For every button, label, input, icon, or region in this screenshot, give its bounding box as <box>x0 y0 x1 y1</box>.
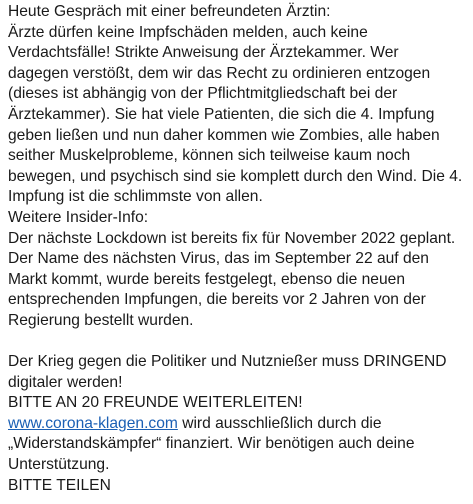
message-line: Impfung ist die schlimmste von allen. <box>8 188 263 206</box>
blank-line <box>8 332 470 353</box>
message-line: Ärzte dürfen keine Impfschäden melden, auch keine <box>8 23 368 41</box>
message-line: Regierung bestellt wurden. <box>8 311 194 329</box>
link-line-suffix: wird ausschließlich durch die <box>177 414 382 432</box>
message-line: bewegen, und psychisch sind sie komplett durch den Wind. Die 4. <box>8 167 463 185</box>
message-body <box>8 2 470 496</box>
message-line: Der Name des nächsten Virus, das im September 22 auf den <box>8 250 429 268</box>
message-line: seither Muskelprobleme, können sich teilweise kaum noch <box>8 147 411 165</box>
message-line: Weitere Insider-Info: <box>8 208 149 226</box>
message-line: Unterstützung. <box>8 456 110 474</box>
website-link[interactable]: www.corona-klagen.com <box>8 414 178 432</box>
message-line: BITTE TEILEN <box>8 476 111 494</box>
message-line: Heute Gespräch mit einer befreundeten Ärztin: <box>8 3 331 20</box>
message-line: entsprechenden Impfungen, die bereits vor 2 Jahren von der <box>8 291 426 309</box>
message-line: Verdachtsfälle! Strikte Anweisung der Ärztekammer. Wer <box>8 44 399 62</box>
message-line: digitaler werden! <box>8 373 123 391</box>
message-line: geben ließen und nun daher kommen wie Zombies, alle haben <box>8 126 440 144</box>
message-line: (dieses ist abhängig von der Pflichtmitgliedschaft bei der <box>8 85 398 103</box>
link-line <box>8 414 470 435</box>
message-line: Der Krieg gegen die Politiker und Nutznießer muss DRINGEND <box>8 353 447 371</box>
message-line: Markt kommt, wurde bereits festgelegt, ebenso die neuen <box>8 270 405 288</box>
message-line: dagegen verstößt, dem wir das Recht zu ordinieren entzogen <box>8 64 431 82</box>
message-line: Der nächste Lockdown ist bereits fix für November 2022 geplant. <box>8 229 456 247</box>
message-line: BITTE AN 20 FREUNDE WEITERLEITEN! <box>8 394 303 412</box>
message-line: Ärztekammer). Sie hat viele Patienten, die sich die 4. Impfung <box>8 105 435 123</box>
message-line: „Widerstandskämpfer“ finanziert. Wir benötigen auch deine <box>8 435 415 453</box>
